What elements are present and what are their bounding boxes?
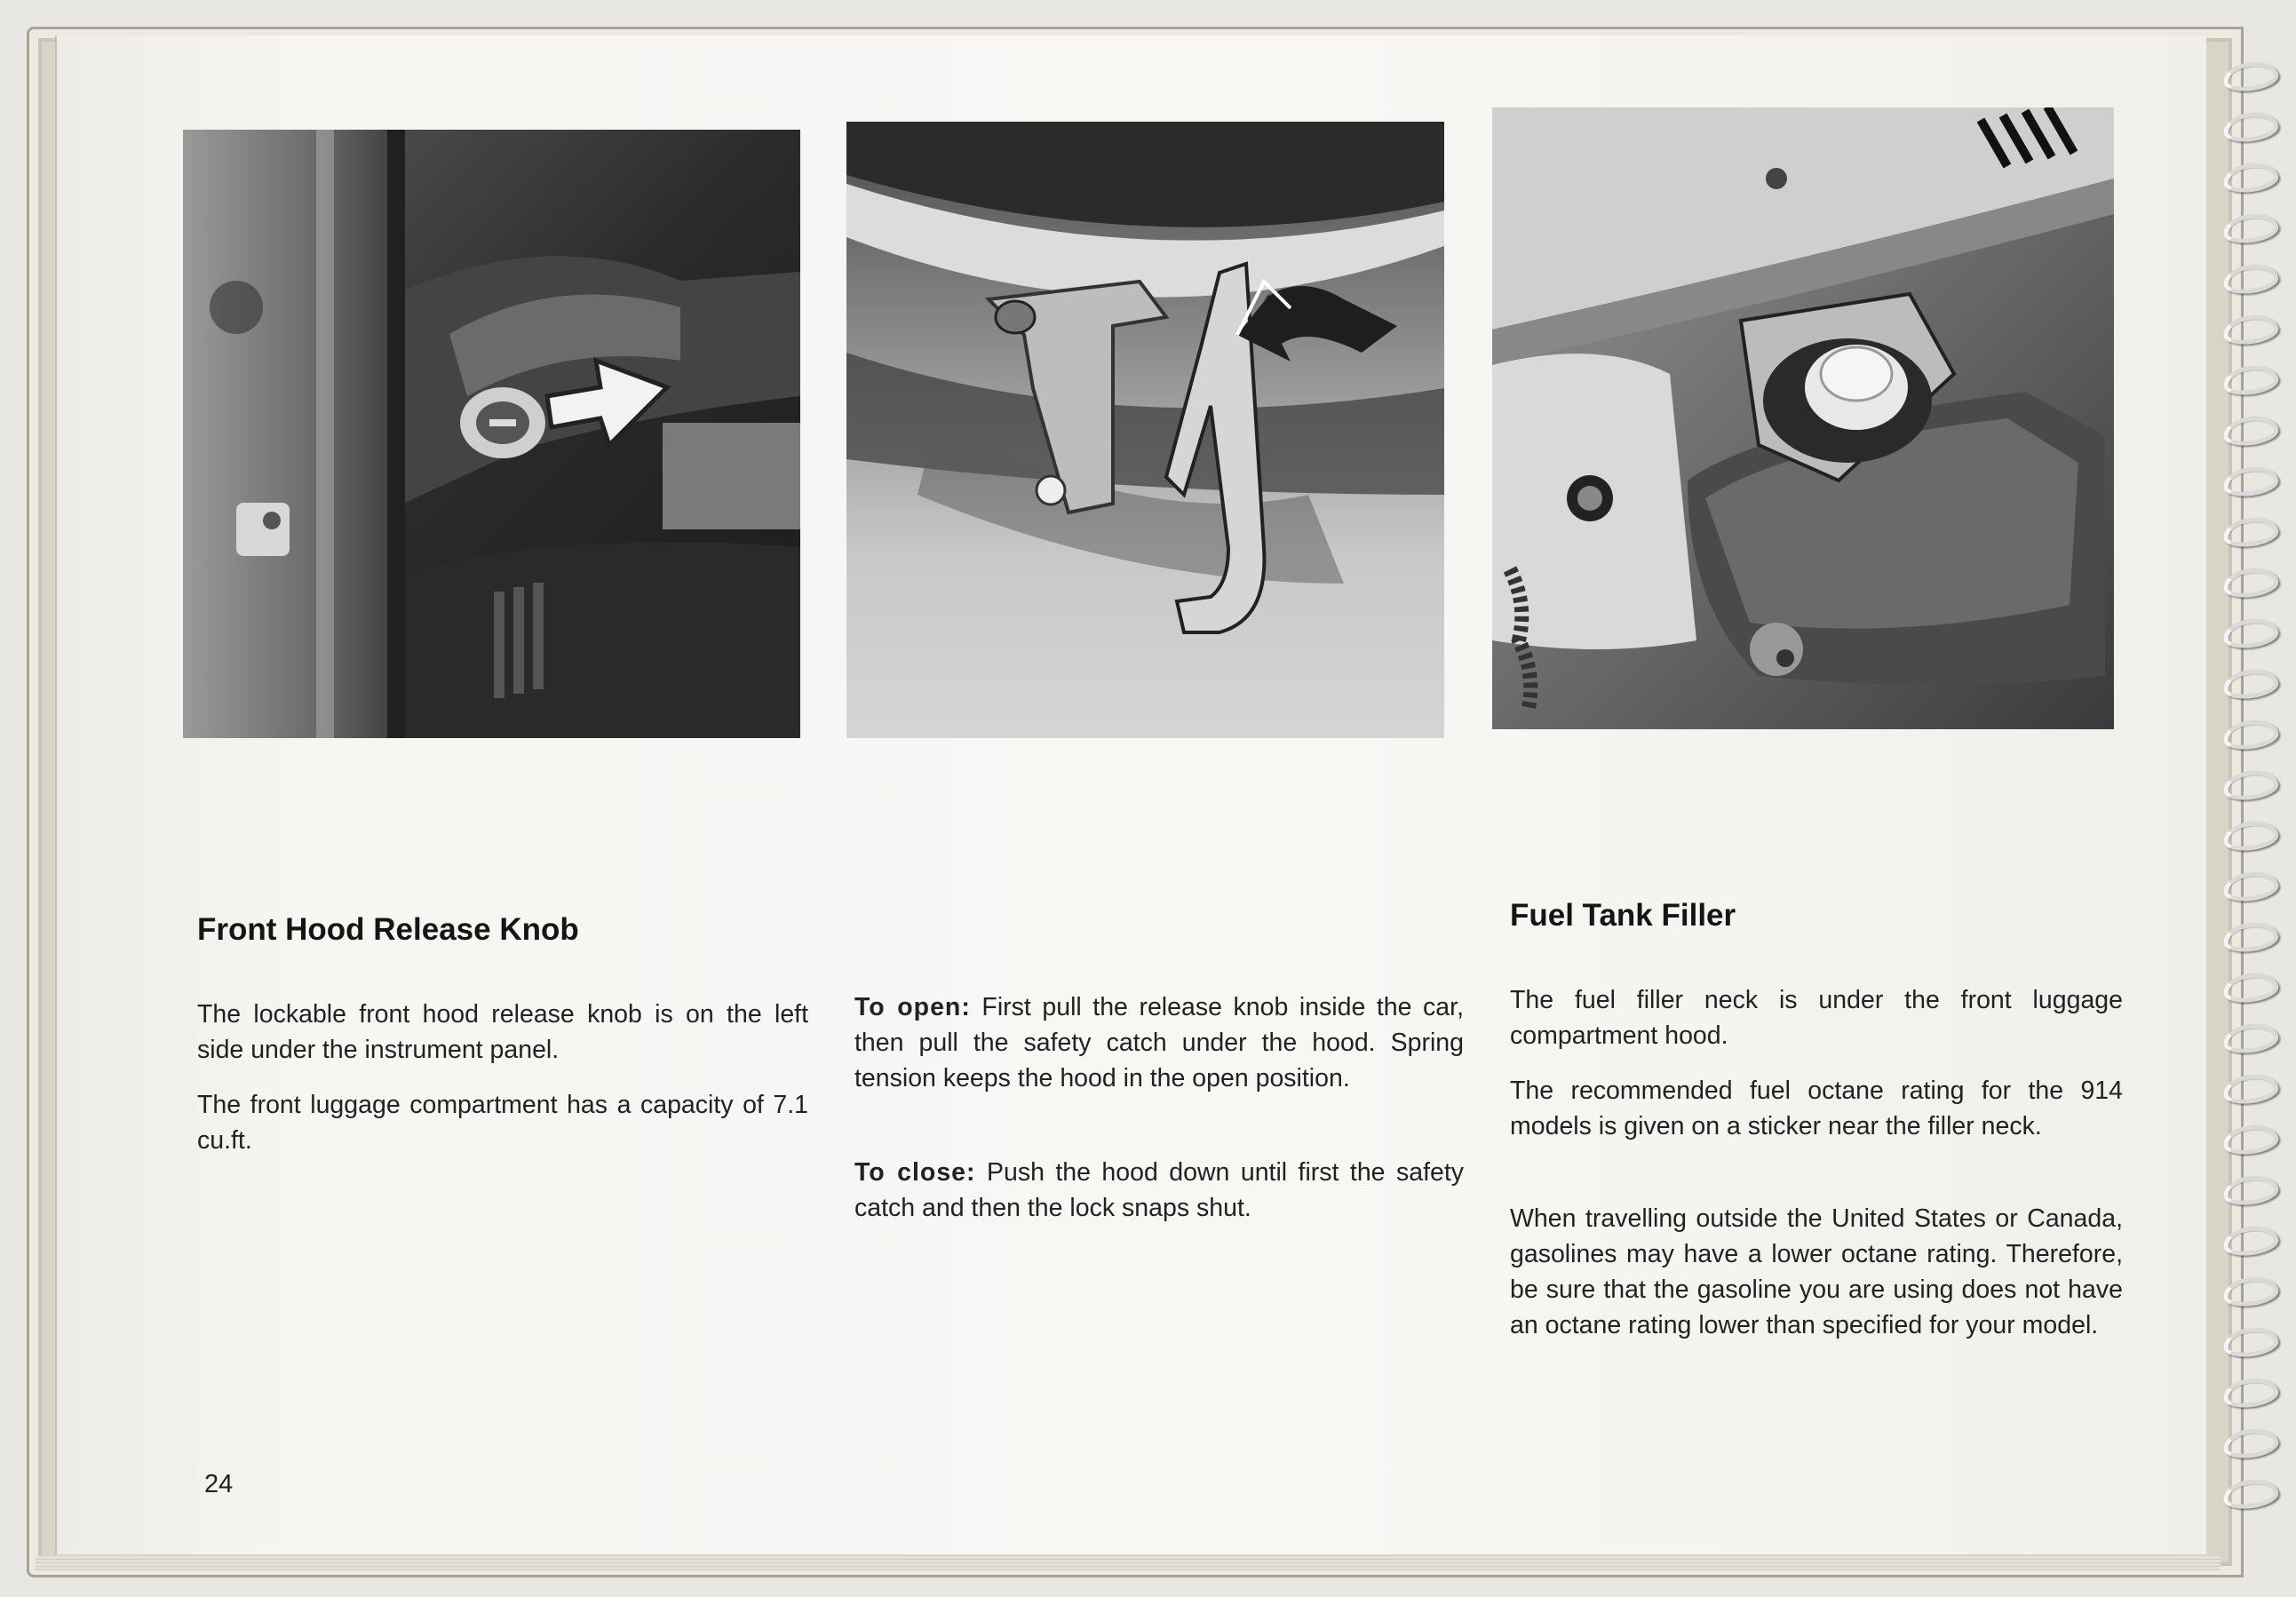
fuel-tank-heading: Fuel Tank Filler	[1510, 898, 1736, 933]
to-open-label: To open:	[854, 993, 971, 1021]
to-open-text: First pull the release knob inside the car, then pull the safety catch under the hood. Spring tension keeps the hood in the open position.	[854, 993, 1464, 1092]
page-stack-bottom	[36, 1556, 2221, 1570]
spiral-coil	[2221, 261, 2280, 297]
spiral-coil	[2221, 312, 2280, 347]
spiral-coil	[2221, 413, 2280, 449]
spiral-coil	[2221, 717, 2280, 752]
front-hood-paragraph-2: The front luggage compartment has a capacity of 7.1 cu.ft.	[197, 1091, 808, 1155]
spiral-coil	[2221, 464, 2280, 499]
spiral-coil	[2221, 1223, 2280, 1259]
photo-safety-catch	[846, 122, 1444, 738]
spiral-coil	[2221, 1021, 2280, 1056]
page-number: 24	[204, 1470, 234, 1498]
to-open-paragraph	[854, 989, 1464, 1096]
spiral-coil	[2221, 514, 2280, 550]
spiral-coil	[2221, 160, 2280, 195]
spiral-coil	[2221, 211, 2280, 246]
spiral-coil	[2221, 666, 2280, 702]
spiral-coil	[2221, 1071, 2280, 1107]
front-hood-paragraph-1: The lockable front hood release knob is on the left side under the instrument panel.	[197, 1000, 808, 1064]
spiral-coil	[2221, 818, 2280, 854]
spiral-coil	[2221, 565, 2280, 600]
spiral-coil	[2221, 1122, 2280, 1157]
photo-fuel-tank-filler	[1492, 107, 2114, 729]
spiral-coil	[2221, 1476, 2280, 1512]
spiral-coil	[2221, 109, 2280, 145]
photo-hood-release-knob	[183, 130, 800, 738]
spiral-coil	[2221, 767, 2280, 803]
spiral-coil	[2221, 1274, 2280, 1309]
to-close-label: To close:	[854, 1158, 976, 1187]
front-hood-heading: Front Hood Release Knob	[197, 912, 579, 947]
to-close-text: Push the hood down until first the safety catch and then the lock snaps shut.	[854, 1158, 1465, 1222]
spiral-coil	[2221, 362, 2280, 398]
spiral-coil	[2221, 1172, 2280, 1208]
spiral-coil	[2221, 616, 2280, 651]
spiral-coil	[2221, 919, 2280, 955]
fuel-tank-paragraph-1: The fuel filler neck is under the front luggage compartment hood.	[1510, 986, 2123, 1050]
to-close-paragraph	[854, 1155, 1464, 1226]
spiral-coil	[2221, 869, 2280, 904]
fuel-tank-paragraph-3: When travelling outside the United States or Canada, gasolines may have a lower octane rating. Therefore, be sure that the gasoline you are using does not have an octane rating lower than specified for your model.	[1510, 1204, 2123, 1339]
spiral-coil	[2221, 59, 2280, 94]
spiral-coil	[2221, 1426, 2280, 1461]
fuel-tank-paragraph-2: The recommended fuel octane rating for the 914 models is given on a sticker near the filler neck.	[1510, 1077, 2123, 1140]
spiral-binding	[2218, 36, 2280, 1545]
spiral-coil	[2221, 1324, 2280, 1360]
spiral-coil	[2221, 970, 2280, 1005]
spiral-coil	[2221, 1375, 2280, 1410]
